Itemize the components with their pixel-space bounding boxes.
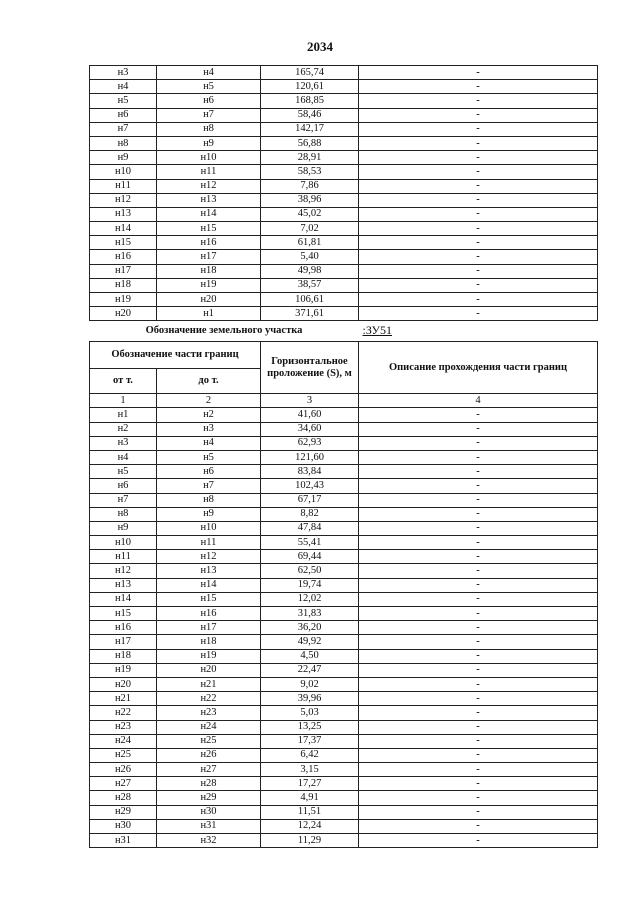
- description-cell: -: [359, 621, 598, 635]
- table-row: [90, 805, 598, 819]
- distance-cell: 11,29: [261, 834, 359, 848]
- from-point-cell: н19: [90, 663, 157, 677]
- distance-cell: 17,37: [261, 734, 359, 748]
- distance-cell: 56,88: [261, 136, 359, 150]
- distance-cell: 102,43: [261, 479, 359, 493]
- to-point-cell: н23: [157, 706, 261, 720]
- header-row-1: [90, 342, 598, 369]
- description-cell: -: [359, 663, 598, 677]
- table-row: [90, 207, 598, 221]
- table-row: [90, 408, 598, 422]
- to-point-cell: н14: [157, 207, 261, 221]
- table-row: [90, 834, 598, 848]
- description-cell: -: [359, 592, 598, 606]
- table-row: [90, 720, 598, 734]
- from-point-cell: н5: [90, 465, 157, 479]
- description-cell: -: [359, 165, 598, 179]
- distance-cell: 6,42: [261, 748, 359, 762]
- distance-cell: 22,47: [261, 663, 359, 677]
- from-point-cell: н7: [90, 122, 157, 136]
- to-point-cell: н9: [157, 136, 261, 150]
- description-cell: -: [359, 136, 598, 150]
- distance-cell: 34,60: [261, 422, 359, 436]
- distance-cell: 8,82: [261, 507, 359, 521]
- to-point-cell: н11: [157, 165, 261, 179]
- description-cell: -: [359, 706, 598, 720]
- column-number-row: [90, 394, 598, 408]
- from-point-cell: н6: [90, 479, 157, 493]
- description-cell: -: [359, 450, 598, 464]
- description-cell: -: [359, 578, 598, 592]
- description-cell: -: [359, 550, 598, 564]
- distance-cell: 61,81: [261, 236, 359, 250]
- from-point-cell: н18: [90, 649, 157, 663]
- from-point-cell: н23: [90, 720, 157, 734]
- table-row: [90, 493, 598, 507]
- distance-cell: 4,91: [261, 791, 359, 805]
- distance-cell: 67,17: [261, 493, 359, 507]
- description-cell: -: [359, 408, 598, 422]
- table-row: [90, 307, 598, 321]
- from-point-cell: н13: [90, 207, 157, 221]
- from-point-cell: н12: [90, 193, 157, 207]
- table-row: [90, 677, 598, 691]
- table-row: [90, 179, 598, 193]
- description-cell: -: [359, 564, 598, 578]
- to-point-cell: н5: [157, 80, 261, 94]
- column-number: 3: [261, 394, 359, 408]
- table-row: [90, 564, 598, 578]
- to-point-cell: н12: [157, 550, 261, 564]
- to-point-cell: н5: [157, 450, 261, 464]
- table-row: [90, 592, 598, 606]
- to-point-cell: н12: [157, 179, 261, 193]
- table-row: [90, 777, 598, 791]
- distance-cell: 83,84: [261, 465, 359, 479]
- distance-cell: 49,92: [261, 635, 359, 649]
- to-point-cell: н10: [157, 151, 261, 165]
- description-cell: -: [359, 834, 598, 848]
- distance-cell: 41,60: [261, 408, 359, 422]
- column-number: 1: [90, 394, 157, 408]
- distance-cell: 371,61: [261, 307, 359, 321]
- bottom-rows: [90, 408, 598, 848]
- from-point-cell: н2: [90, 422, 157, 436]
- distance-cell: 58,53: [261, 165, 359, 179]
- description-cell: -: [359, 720, 598, 734]
- parcel-section: [90, 321, 598, 408]
- to-point-cell: н7: [157, 108, 261, 122]
- to-point-cell: н17: [157, 250, 261, 264]
- table-row: [90, 94, 598, 108]
- parcel-row: [90, 321, 598, 342]
- from-point-cell: н17: [90, 264, 157, 278]
- description-cell: -: [359, 422, 598, 436]
- to-point-cell: н15: [157, 222, 261, 236]
- description-cell: -: [359, 521, 598, 535]
- from-point-cell: н26: [90, 763, 157, 777]
- table-row: [90, 422, 598, 436]
- to-point-cell: н15: [157, 592, 261, 606]
- distance-cell: 36,20: [261, 621, 359, 635]
- table-row: [90, 122, 598, 136]
- to-point-cell: н9: [157, 507, 261, 521]
- distance-cell: 49,98: [261, 264, 359, 278]
- to-point-cell: н32: [157, 834, 261, 848]
- description-cell: -: [359, 692, 598, 706]
- distance-cell: 19,74: [261, 578, 359, 592]
- page-number: 2034: [307, 39, 333, 54]
- description-cell: -: [359, 94, 598, 108]
- description-cell: -: [359, 805, 598, 819]
- table-row: [90, 151, 598, 165]
- from-point-cell: н24: [90, 734, 157, 748]
- distance-cell: 165,74: [261, 66, 359, 80]
- from-point-cell: н31: [90, 834, 157, 848]
- description-cell: -: [359, 151, 598, 165]
- description-cell: -: [359, 465, 598, 479]
- from-point-cell: н10: [90, 536, 157, 550]
- table-row: [90, 663, 598, 677]
- description-cell: -: [359, 536, 598, 550]
- from-point-cell: н3: [90, 436, 157, 450]
- distance-cell: 62,93: [261, 436, 359, 450]
- horizontal-header: Горизонтальное проложение (S), м: [261, 342, 359, 394]
- distance-cell: 106,61: [261, 293, 359, 307]
- table-row: [90, 80, 598, 94]
- to-point-cell: н13: [157, 193, 261, 207]
- to-point-cell: н26: [157, 748, 261, 762]
- from-point-cell: н18: [90, 278, 157, 292]
- distance-cell: 11,51: [261, 805, 359, 819]
- to-point-cell: н25: [157, 734, 261, 748]
- distance-cell: 12,24: [261, 819, 359, 833]
- from-point-cell: н11: [90, 179, 157, 193]
- from-point-cell: н1: [90, 408, 157, 422]
- to-point-cell: н4: [157, 436, 261, 450]
- description-cell: -: [359, 108, 598, 122]
- distance-cell: 7,86: [261, 179, 359, 193]
- to-point-cell: н1: [157, 307, 261, 321]
- table-row: [90, 791, 598, 805]
- description-cell: -: [359, 122, 598, 136]
- from-point-cell: н8: [90, 136, 157, 150]
- distance-cell: 17,27: [261, 777, 359, 791]
- table-row: [90, 222, 598, 236]
- distance-cell: 9,02: [261, 677, 359, 691]
- from-point-cell: н4: [90, 80, 157, 94]
- distance-cell: 4,50: [261, 649, 359, 663]
- boundary-table: [89, 65, 598, 848]
- description-cell: -: [359, 493, 598, 507]
- from-point-cell: н16: [90, 621, 157, 635]
- to-point-cell: н20: [157, 663, 261, 677]
- to-point-cell: н19: [157, 649, 261, 663]
- description-cell: -: [359, 819, 598, 833]
- from-point-cell: н25: [90, 748, 157, 762]
- distance-cell: 168,85: [261, 94, 359, 108]
- distance-cell: 62,50: [261, 564, 359, 578]
- distance-cell: 38,96: [261, 193, 359, 207]
- from-point-cell: н14: [90, 592, 157, 606]
- from-point-cell: н9: [90, 151, 157, 165]
- distance-cell: 55,41: [261, 536, 359, 550]
- to-point-cell: н13: [157, 564, 261, 578]
- table-row: [90, 264, 598, 278]
- distance-cell: 47,84: [261, 521, 359, 535]
- from-point-cell: н20: [90, 677, 157, 691]
- distance-cell: 142,17: [261, 122, 359, 136]
- to-point-cell: н11: [157, 536, 261, 550]
- description-cell: -: [359, 179, 598, 193]
- description-cell: -: [359, 436, 598, 450]
- description-cell: -: [359, 677, 598, 691]
- table-row: [90, 819, 598, 833]
- description-cell: -: [359, 649, 598, 663]
- table-row: [90, 748, 598, 762]
- table-row: [90, 108, 598, 122]
- from-point-cell: н4: [90, 450, 157, 464]
- description-cell: -: [359, 236, 598, 250]
- distance-cell: 45,02: [261, 207, 359, 221]
- from-point-cell: н27: [90, 777, 157, 791]
- table-row: [90, 193, 598, 207]
- table-row: [90, 236, 598, 250]
- to-point-cell: н27: [157, 763, 261, 777]
- parcel-label: Обозначение земельного участка: [145, 325, 303, 337]
- description-header: Описание прохождения части границ: [359, 342, 598, 394]
- from-point-cell: н10: [90, 165, 157, 179]
- to-point-cell: н22: [157, 692, 261, 706]
- table-row: [90, 436, 598, 450]
- to-point-cell: н6: [157, 465, 261, 479]
- table-row: [90, 621, 598, 635]
- table-row: [90, 66, 598, 80]
- from-point-cell: н21: [90, 692, 157, 706]
- to-point-cell: н18: [157, 264, 261, 278]
- description-cell: -: [359, 193, 598, 207]
- column-number: 2: [157, 394, 261, 408]
- distance-cell: 69,44: [261, 550, 359, 564]
- to-point-cell: н30: [157, 805, 261, 819]
- part-designation-header: Обозначение части границ: [90, 342, 261, 369]
- to-point-cell: н28: [157, 777, 261, 791]
- table-row: [90, 536, 598, 550]
- from-header: от т.: [90, 369, 157, 394]
- to-point-cell: н2: [157, 408, 261, 422]
- description-cell: -: [359, 635, 598, 649]
- distance-cell: 120,61: [261, 80, 359, 94]
- distance-cell: 58,46: [261, 108, 359, 122]
- description-cell: -: [359, 734, 598, 748]
- distance-cell: 39,96: [261, 692, 359, 706]
- from-point-cell: н12: [90, 564, 157, 578]
- from-point-cell: н5: [90, 94, 157, 108]
- from-point-cell: н15: [90, 236, 157, 250]
- from-point-cell: н15: [90, 607, 157, 621]
- from-point-cell: н14: [90, 222, 157, 236]
- distance-cell: 7,02: [261, 222, 359, 236]
- from-point-cell: н28: [90, 791, 157, 805]
- table-row: [90, 450, 598, 464]
- to-point-cell: н3: [157, 422, 261, 436]
- description-cell: -: [359, 222, 598, 236]
- distance-cell: 5,40: [261, 250, 359, 264]
- description-cell: -: [359, 66, 598, 80]
- to-point-cell: н18: [157, 635, 261, 649]
- table-row: [90, 521, 598, 535]
- description-cell: -: [359, 777, 598, 791]
- table-row: [90, 578, 598, 592]
- table-row: [90, 706, 598, 720]
- from-point-cell: н17: [90, 635, 157, 649]
- to-point-cell: н7: [157, 479, 261, 493]
- from-point-cell: н16: [90, 250, 157, 264]
- to-point-cell: н17: [157, 621, 261, 635]
- to-point-cell: н19: [157, 278, 261, 292]
- from-point-cell: н11: [90, 550, 157, 564]
- from-point-cell: н9: [90, 521, 157, 535]
- to-point-cell: н8: [157, 493, 261, 507]
- to-point-cell: н14: [157, 578, 261, 592]
- table-row: [90, 465, 598, 479]
- table-row: [90, 607, 598, 621]
- description-cell: -: [359, 479, 598, 493]
- table-row: [90, 136, 598, 150]
- to-point-cell: н10: [157, 521, 261, 535]
- to-point-cell: н21: [157, 677, 261, 691]
- from-point-cell: н3: [90, 66, 157, 80]
- from-point-cell: н29: [90, 805, 157, 819]
- description-cell: -: [359, 278, 598, 292]
- from-point-cell: н19: [90, 293, 157, 307]
- to-point-cell: н6: [157, 94, 261, 108]
- distance-cell: 38,57: [261, 278, 359, 292]
- to-point-cell: н20: [157, 293, 261, 307]
- parcel-value-cell: [359, 321, 598, 342]
- table-row: [90, 165, 598, 179]
- description-cell: -: [359, 207, 598, 221]
- to-point-cell: н8: [157, 122, 261, 136]
- table-row: [90, 734, 598, 748]
- from-point-cell: н6: [90, 108, 157, 122]
- distance-cell: 28,91: [261, 151, 359, 165]
- to-header: до т.: [157, 369, 261, 394]
- table-row: [90, 507, 598, 521]
- distance-cell: 31,83: [261, 607, 359, 621]
- distance-cell: 121,60: [261, 450, 359, 464]
- from-point-cell: н20: [90, 307, 157, 321]
- to-point-cell: н24: [157, 720, 261, 734]
- to-point-cell: н29: [157, 791, 261, 805]
- parcel-value: :ЗУ51: [362, 323, 393, 338]
- distance-cell: 3,15: [261, 763, 359, 777]
- description-cell: -: [359, 748, 598, 762]
- description-cell: -: [359, 250, 598, 264]
- table-row: [90, 763, 598, 777]
- table-row: [90, 479, 598, 493]
- description-cell: -: [359, 80, 598, 94]
- table-row: [90, 649, 598, 663]
- table-row: [90, 293, 598, 307]
- from-point-cell: н7: [90, 493, 157, 507]
- from-point-cell: н13: [90, 578, 157, 592]
- description-cell: -: [359, 293, 598, 307]
- description-cell: -: [359, 264, 598, 278]
- distance-cell: 13,25: [261, 720, 359, 734]
- table-row: [90, 635, 598, 649]
- to-point-cell: н31: [157, 819, 261, 833]
- description-cell: -: [359, 791, 598, 805]
- to-point-cell: н16: [157, 607, 261, 621]
- distance-cell: 5,03: [261, 706, 359, 720]
- description-cell: -: [359, 607, 598, 621]
- description-cell: -: [359, 763, 598, 777]
- distance-cell: 12,02: [261, 592, 359, 606]
- table-row: [90, 692, 598, 706]
- from-point-cell: н30: [90, 819, 157, 833]
- table-row: [90, 550, 598, 564]
- column-number: 4: [359, 394, 598, 408]
- from-point-cell: н22: [90, 706, 157, 720]
- description-cell: -: [359, 307, 598, 321]
- to-point-cell: н4: [157, 66, 261, 80]
- table-row: [90, 278, 598, 292]
- from-point-cell: н8: [90, 507, 157, 521]
- description-cell: -: [359, 507, 598, 521]
- to-point-cell: н16: [157, 236, 261, 250]
- top-rows: [90, 66, 598, 321]
- table-row: [90, 250, 598, 264]
